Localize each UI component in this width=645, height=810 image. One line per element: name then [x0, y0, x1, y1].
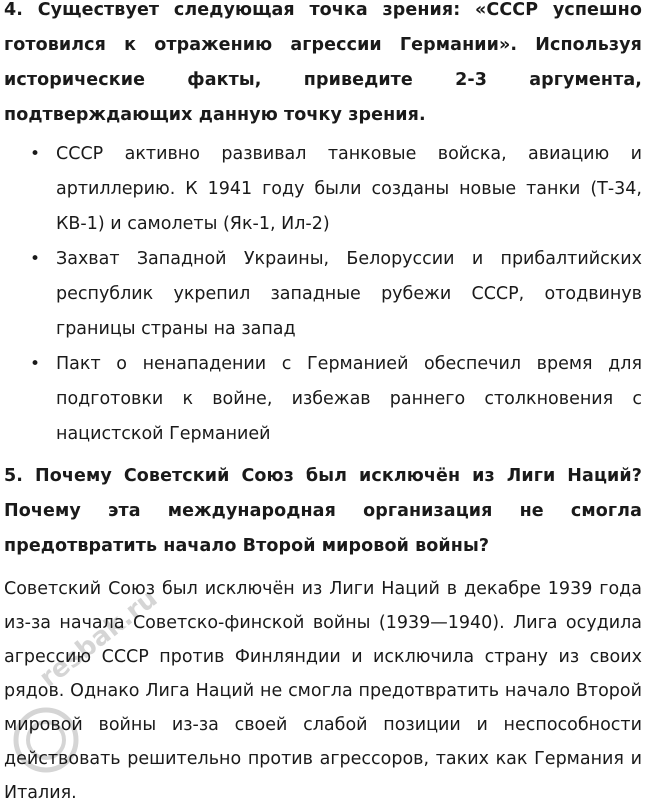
list-item: [4, 347, 642, 452]
question-4-answer-list: [4, 137, 642, 452]
question-4-title: 4. Существует следующая точка зрения: «СССР успешно готовился к отражению агрессии Германии». Используя исторические факты, приведите 2-3 аргумента, подтверждающих данную точку зрения.: [4, 0, 642, 125]
watermark-text: resbak.ru: [34, 583, 164, 694]
list-item-text: Захват Западной Украины, Белоруссии и прибалтийских республик укрепил западные рубежи СССР, отодвинув границы страны на запад: [56, 249, 642, 339]
list-item-text: Пакт о ненападении с Германией обеспечил время для подготовки к войне, избежав раннего столкновения с нацистской Германией: [56, 354, 642, 444]
bullet-icon: •: [30, 354, 41, 374]
bullet-icon: •: [30, 144, 41, 164]
question-5-title: 5. Почему Советский Союз был исключён из Лиги Наций? Почему эта международная организация не смогла предотвратить начало Второй мировой войны?: [4, 466, 642, 556]
question-5-answer: Советский Союз был исключён из Лиги Наций в декабре 1939 года из-за начала Советско-финской войны (1939—1940). Лига осудила агрессию СССР против Финляндии и исключила страну из своих рядов. Однако Лига Наций не смогла предотвратить начало Второй мировой войны из-за своей слабой позиции и неспособности действовать решительно против агрессоров, таких как Германия и Италия.: [4, 579, 642, 803]
list-item: [4, 242, 642, 347]
bullet-icon: •: [30, 249, 41, 269]
list-item-text: СССР активно развивал танковые войска, авиацию и артиллерию. К 1941 году были созданы новые танки (Т-34, КВ-1) и самолеты (Як-1, Ил-2): [56, 144, 642, 234]
list-item: [4, 137, 642, 242]
